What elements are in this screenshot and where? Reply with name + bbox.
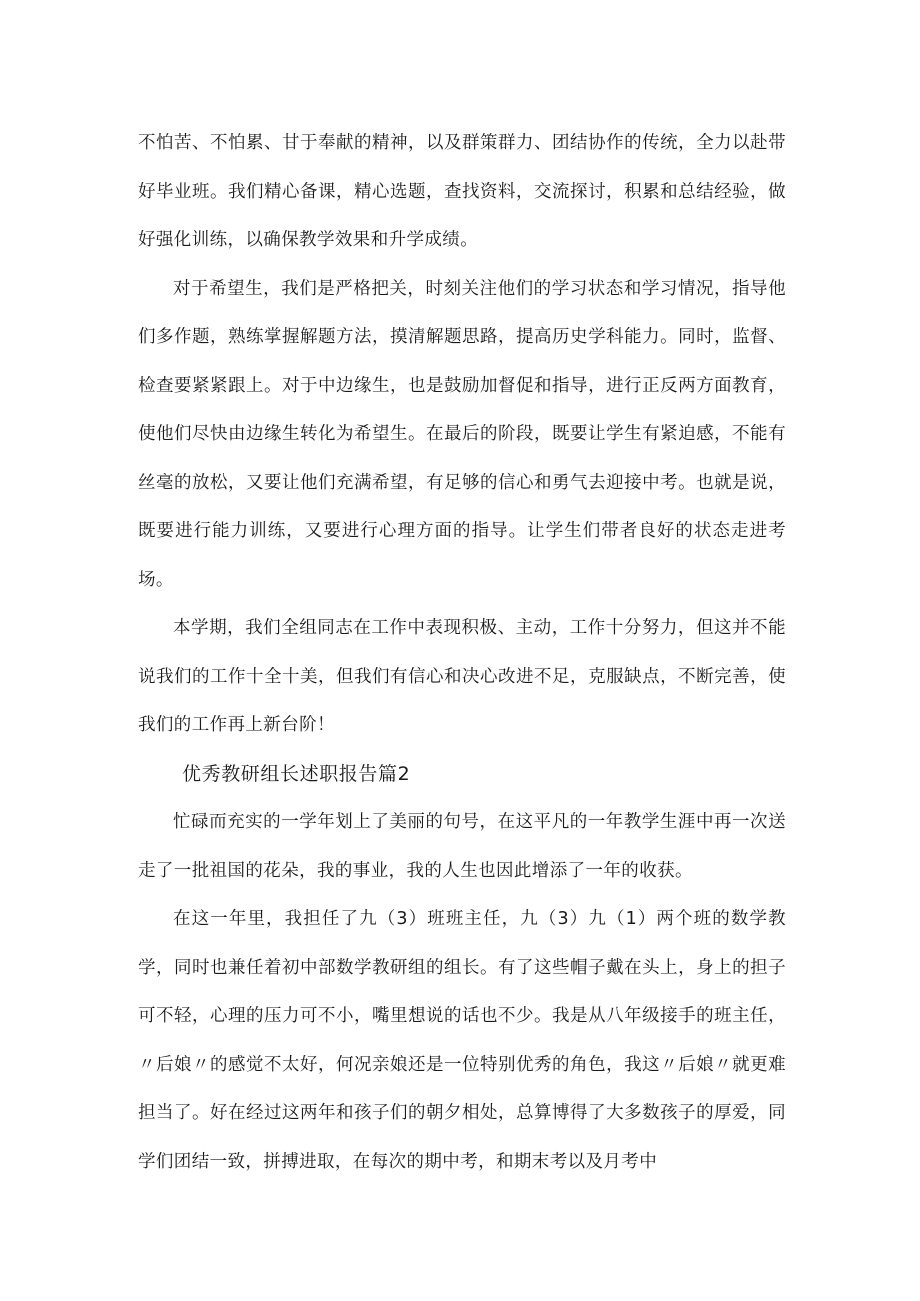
paragraph-class-teacher: 在这一年里，我担任了九（3）班班主任，九（3）九（1）两个班的数学教学，同时也兼任着初中部数学教研组的组长。有了这些帽子戴在头上，身上的担子可不轻，心理的压力可不小，嘴里想说的话也不少。我是从八年级接手的班主任，〃后娘〃的感觉不太好，何况亲娘还是一位特别优秀的角色，我这〃后娘〃就更难担当了。好在经过这两年和孩子们的朝夕相处，总算博得了大多数孩子的厚爱，同学们团结一致，拼搏进取，在每次的期中考，和期末考以及月考中 [138, 909, 786, 1172]
paragraph-continuation: 不怕苦、不怕累、甘于奉献的精神，以及群策群力、团结协作的传统，全力以赴带好毕业班。我们精心备课，精心选题，查找资料，交流探讨，积累和总结经验，做好强化训练，以确保教学效果和升学成绩。 [138, 133, 786, 250]
paragraph-year-intro: 忙碌而充实的一学年划上了美丽的句号，在这平凡的一年教学生涯中再一次送走了一批祖国的花朵，我的事业，我的人生也因此增添了一年的收获。 [138, 812, 786, 881]
paragraph-hope-students: 对于希望生，我们是严格把关，时刻关注他们的学习状态和学习情况，指导他们多作题，熟练掌握解题方法，摸清解题思路，提高历史学科能力。同时，监督、检查要紧紧跟上。对于中边缘生，也是鼓励加督促和指导，进行正反两方面教育，使他们尽快由边缘生转化为希望生。在最后的阶段，既要让学生有紧迫感，不能有丝毫的放松，又要让他们充满希望，有足够的信心和勇气去迎接中考。也就是说，既要进行能力训练，又要进行心理方面的指导。让学生们带者良好的状态走进考场。 [138, 278, 786, 590]
paragraph-semester-summary: 本学期，我们全组同志在工作中表现积极、主动，工作十分努力，但这并不能说我们的工作十全十美，但我们有信心和决心改进不足，克服缺点，不断完善，使我们的工作再上新台阶！ [138, 618, 786, 735]
document-body [138, 119, 786, 1186]
section-heading: 优秀教研组长述职报告篇2 [182, 762, 411, 785]
